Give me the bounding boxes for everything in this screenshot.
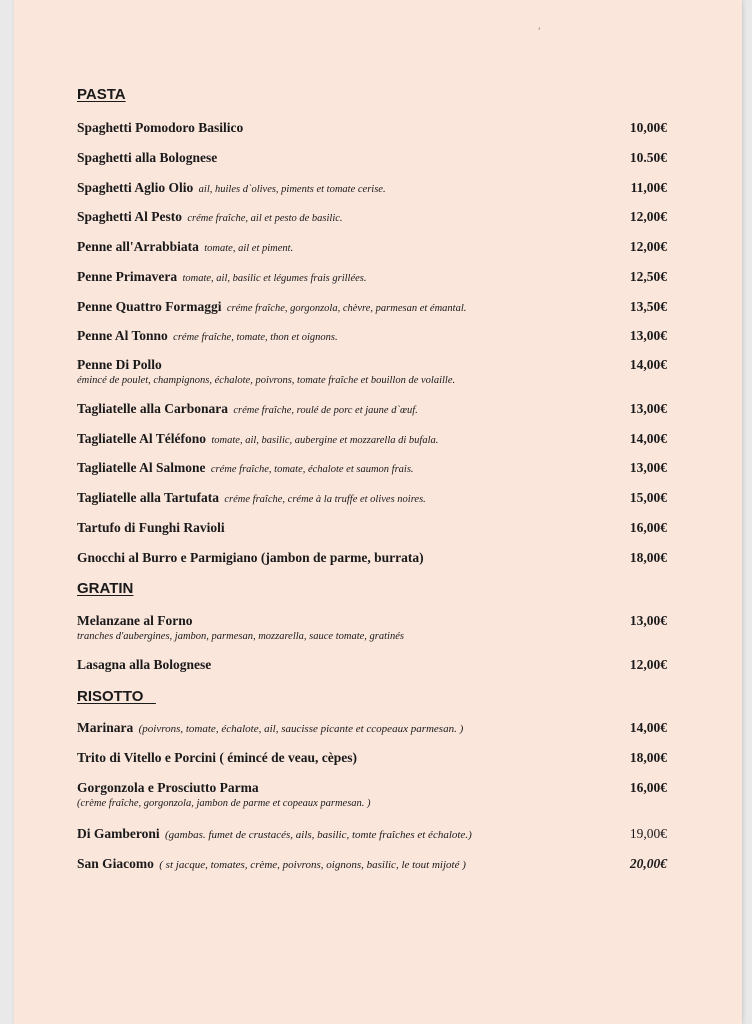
item-price: 10.50€ bbox=[629, 150, 667, 165]
item-description: (poivrons, tomate, échalote, ail, saucisse picante et ccopeaux parmesan. ) bbox=[138, 723, 464, 735]
item-price: 13,00€ bbox=[629, 613, 667, 628]
item-name: Spaghetti Pomodoro Basilico bbox=[77, 120, 244, 135]
menu-item bbox=[77, 520, 667, 536]
item-name: Tagliatelle alla Tartufata bbox=[77, 490, 220, 505]
item-description: tranches d'aubergines, jambon, parmesan, mozzarella, sauce tomate, gratinés bbox=[77, 631, 404, 642]
item-name: Di Gamberoni bbox=[77, 826, 160, 841]
stray-mark: ʻ bbox=[538, 26, 541, 35]
item-name: Penne Al Tonno bbox=[77, 328, 168, 343]
item-price: 13,00€ bbox=[629, 328, 667, 343]
item-description: tomate, ail, basilic et légumes frais grillées. bbox=[182, 273, 367, 284]
item-price: 14,00€ bbox=[629, 720, 667, 735]
item-price: 16,00€ bbox=[629, 520, 667, 535]
item-description: tomate, ail, basilic, aubergine et mozzarella di bufala. bbox=[211, 435, 439, 446]
menu-item bbox=[77, 209, 667, 225]
item-price: 12,00€ bbox=[629, 657, 667, 672]
item-price: 12,50€ bbox=[629, 269, 667, 284]
item-name: Gnocchi al Burro e Parmigiano (jambon de parme, burrata) bbox=[77, 550, 424, 565]
item-price: 12,00€ bbox=[629, 239, 667, 254]
menu-item bbox=[77, 720, 667, 736]
menu-item bbox=[77, 780, 667, 809]
item-description: créme fraîche, ail et pesto de basilic. bbox=[187, 213, 343, 224]
menu-item bbox=[77, 120, 667, 136]
item-price: 13,50€ bbox=[629, 299, 667, 314]
item-description: créme fraîche, roulé de porc et jaune d`œuf. bbox=[233, 405, 418, 416]
menu-item bbox=[77, 856, 667, 872]
item-description: créme fraîche, gorgonzola, chèvre, parmesan et émantal. bbox=[226, 303, 467, 314]
item-name: Melanzane al Forno bbox=[77, 613, 193, 628]
item-price: 14,00€ bbox=[629, 357, 667, 372]
item-price: 10,00€ bbox=[629, 120, 667, 135]
item-name: Spaghetti Al Pesto bbox=[77, 209, 183, 224]
item-name: San Giacomo bbox=[77, 856, 154, 871]
item-name: Tartufo di Funghi Ravioli bbox=[77, 520, 225, 535]
menu-item bbox=[77, 150, 667, 166]
item-name: Spaghetti Aglio Olio bbox=[77, 180, 194, 195]
item-price: 11,00€ bbox=[630, 180, 667, 195]
item-price: 16,00€ bbox=[629, 780, 667, 795]
item-price: 13,00€ bbox=[629, 460, 667, 475]
item-price: 14,00€ bbox=[629, 431, 667, 446]
item-name: Marinara bbox=[77, 720, 134, 735]
item-description: émincé de poulet, champignons, échalote, poivrons, tomate fraîche et bouillon de volaille. bbox=[77, 375, 456, 386]
item-description: ( émincé de veau, cèpes) bbox=[219, 750, 357, 765]
item-description: créme fraîche, tomate, thon et oignons. bbox=[173, 332, 338, 343]
item-price: 12,00€ bbox=[629, 209, 667, 224]
item-name: Penne Di Pollo bbox=[77, 357, 162, 372]
item-description: tomate, ail et piment. bbox=[204, 243, 294, 254]
menu-item bbox=[77, 357, 667, 386]
item-name: Tagliatelle Al Salmone bbox=[77, 460, 206, 475]
menu-item bbox=[77, 460, 667, 476]
item-description: ail, huiles d`olives, piments et tomate cerise. bbox=[198, 184, 386, 195]
menu-item bbox=[77, 826, 667, 842]
item-name: Lasagna alla Bolognese bbox=[77, 657, 212, 672]
item-name: Spaghetti alla Bolognese bbox=[77, 150, 218, 165]
section-title-gratin: GRATIN bbox=[77, 580, 134, 597]
item-name: Tagliatelle Al Téléfono bbox=[77, 431, 207, 446]
item-name: Penne Quattro Formaggi bbox=[77, 299, 222, 314]
menu-item bbox=[77, 401, 667, 417]
menu-item bbox=[77, 750, 667, 766]
menu-item bbox=[77, 431, 667, 447]
menu-item bbox=[77, 657, 667, 673]
item-name: Penne Primavera bbox=[77, 269, 178, 284]
section-title-pasta: PASTA bbox=[77, 86, 126, 103]
item-description: ( st jacque, tomates, crème, poivrons, oignons, basilic, le tout mijoté ) bbox=[159, 859, 466, 871]
menu-item bbox=[77, 239, 667, 255]
item-price: 15,00€ bbox=[629, 490, 667, 505]
menu-item bbox=[77, 550, 667, 566]
item-name: Trito di Vitello e Porcini bbox=[77, 750, 216, 765]
item-description: créme fraîche, créme à la truffe et olives noires. bbox=[224, 494, 426, 505]
section-title-risotto: RISOTTO bbox=[77, 688, 156, 705]
item-description: créme fraîche, tomate, échalote et saumon frais. bbox=[210, 464, 414, 475]
item-description: (gambas. fumet de crustacés, ails, basilic, tomte fraîches et échalote.) bbox=[165, 829, 472, 841]
item-price: 19,00€ bbox=[629, 826, 667, 841]
item-description: (crème fraîche, gorgonzola, jambon de parme et copeaux parmesan. ) bbox=[77, 798, 371, 809]
menu-item bbox=[77, 180, 667, 196]
item-name: Gorgonzola e Prosciutto Parma bbox=[77, 780, 259, 795]
menu-item bbox=[77, 299, 667, 315]
menu-item bbox=[77, 490, 667, 506]
menu-item bbox=[77, 328, 667, 344]
item-price: 20,00€ bbox=[629, 856, 667, 871]
item-name: Tagliatelle alla Carbonara bbox=[77, 401, 228, 416]
item-price: 18,00€ bbox=[629, 550, 667, 565]
menu-page bbox=[14, 0, 742, 1024]
item-name: Penne all'Arrabbiata bbox=[77, 239, 199, 254]
menu-item bbox=[77, 613, 667, 642]
menu-item bbox=[77, 269, 667, 285]
item-price: 18,00€ bbox=[629, 750, 667, 765]
item-price: 13,00€ bbox=[629, 401, 667, 416]
